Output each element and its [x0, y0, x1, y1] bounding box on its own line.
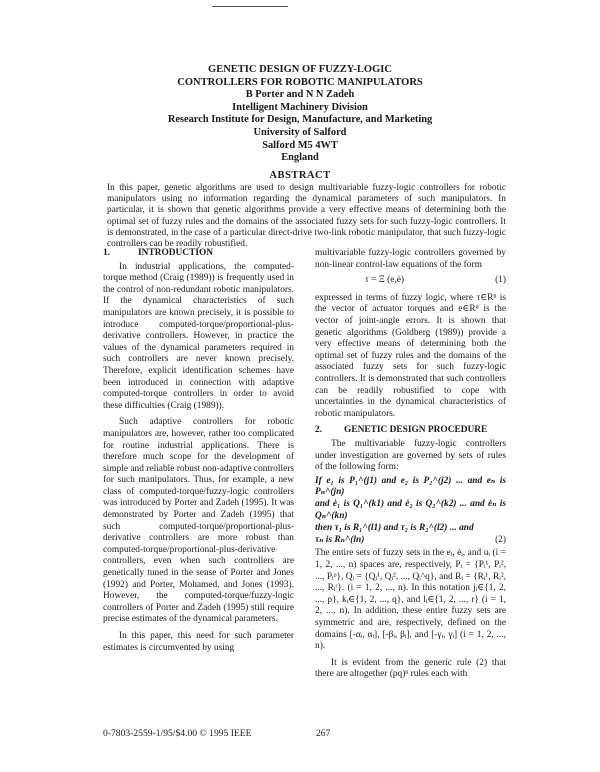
affiliation-university: University of Salford: [253, 126, 347, 138]
title-line-2: CONTROLLERS FOR ROBOTIC MANIPULATORS: [177, 76, 423, 88]
section-1-heading: [103, 248, 294, 260]
left-column: [103, 248, 294, 654]
rule-number: (2): [495, 534, 506, 545]
rule-line-1: If e₁ is P₁^(j1) and e₂ is P₂^(j2) ... and eₙ is Pₙ^(jn): [315, 475, 506, 498]
right-paragraph-5: It is evident from the generic rule (2) that there are altogether (pq)ⁿ rules each with: [315, 657, 506, 680]
paper-header: [40, 64, 560, 165]
affiliation-city: Salford M5 4WT: [262, 139, 338, 151]
section-2-number: 2.: [315, 425, 323, 436]
right-paragraph-1: multivariable fuzzy-logic controllers governed by non-linear control-law equations of the form: [315, 248, 506, 270]
intro-paragraph-1: In industrial applications, the computed-torque method (Craig (1989)) is frequently used in the control of non-redundant robotic manipulators. If the dynamical characteristics of such manipulators are known precisely, it is possible to introduce computed-torque/proportional-plus-derivative controllers. However, in practice the values of the dynamical parameters required in such controllers are never known precisely. Therefore, explicit identification schemes have been introduced in connection with adaptive computed-torque controllers in order to avoid these difficulties (Craig (1989)).: [103, 261, 294, 411]
equation-1-number: (1): [495, 275, 506, 286]
section-2-title: GENETIC DESIGN PROCEDURE: [344, 425, 488, 436]
top-rule: [212, 6, 288, 7]
intro-paragraph-3: In this paper, this need for such parameter estimates is circumvented by using: [103, 631, 294, 653]
title-line-1: GENETIC DESIGN OF FUZZY-LOGIC: [208, 64, 392, 75]
affiliation-institute: Research Institute for Design, Manufacture, and Marketing: [167, 114, 433, 126]
section-1-title: INTRODUCTION: [138, 248, 214, 258]
equation-1-body: τ = Ξ (e,ė): [365, 275, 405, 286]
authors: B Porter and N N Zadeh: [245, 89, 355, 101]
affiliation-division: Intelligent Machinery Division: [232, 101, 368, 113]
page-number: 267: [316, 728, 331, 739]
equation-1: [315, 275, 506, 287]
abstract-text: In this paper, genetic algorithms are used to design multivariable fuzzy-logic controllers for robotic manipulators using no information regarding the dynamical parameters of such manipulators. In particular, it is shown that genetic algorithms provide a very effective means of determining both the optimal set of fuzzy rules and the domains of the associated fuzzy sets for such fuzzy-logic controllers. It is demonstrated, in the case of a particular direct-drive two-link robotic manipulator, that such fuzzy-logic controllers can be readily robustified.: [107, 183, 506, 250]
rule-line-3: then τ₁ is R₁^(l1) and τ₂ is R₂^(l2) ... and: [315, 522, 474, 533]
right-paragraph-3: The multivariable fuzzy-logic controllers under investigation are governed by sets of rules of the following form:: [315, 438, 506, 473]
intro-paragraph-2: Such adaptive controllers for robotic manipulators are, however, rather too complicated for routine industrial applications. There is therefore much scope for the development of simple and reliable robust non-adaptive controllers for such manipulators. Thus, for example, a new class of computed-torque/fuzzy-logic controllers was introduced by Porter and Zadeh (1995). It was demonstrated by Porter and Zadeh (1995) that such computed-torque/proportional-plus-derivative controllers are more robust than computed-torque/proportional-plus-derivative controllers, even when such controllers are genetically tuned in the sense of Porter and Jones (1992) and Porter, Mohamed, and Jones (1993). However, the computed-torque/fuzzy-logic controllers of Porter and Zadeh (1995) still require precise estimates of the dynamical parameters.: [103, 417, 294, 625]
affiliation-country: England: [281, 152, 319, 164]
abstract-heading: ABSTRACT: [269, 170, 331, 181]
section-2-heading: [315, 425, 506, 437]
right-paragraph-2: expressed in terms of fuzzy logic, where τ∈Rⁿ is the vector of actuator torques and e∈Rⁿ is the vector of joint-angle errors. It is shown that genetic algorithms (Goldberg (1989)) provide a very effective means of determining both the optimal set of fuzzy rules and the domains of the associated fuzzy sets for such fuzzy-logic controllers. It is demonstrated that such controllers can be readily robustified to cope with uncertainties in the dynamical characteristics of robotic manipulators.: [315, 292, 506, 419]
copyright-code: 0-7803-2559-1/95/$4.00 © 1995 IEEE: [103, 728, 252, 739]
rule-line-4-row: [315, 535, 506, 547]
right-column: [315, 248, 506, 681]
rule-line-2: and ė₁ is Q₁^(k1) and ė₂ is Q₂^(k2) ... and ėₙ is Qₙ^(kn): [315, 499, 506, 522]
section-1-number: 1.: [103, 248, 111, 258]
fuzzy-rule: [315, 476, 506, 547]
rule-line-4: τₙ is Rₙ^(ln): [315, 534, 365, 545]
right-paragraph-4: The entire sets of fuzzy sets in the eᵢ, ėᵢ, and uᵢ (i = 1, 2, ..., n) spaces are, respectively, Pᵢ = {Pᵢ¹, Pᵢ², ..., Pᵢᵖ}, Qᵢ = {Qᵢ¹, Qᵢ², ..., Qᵢ^q}, and Rᵢ = {Rᵢ¹, Rᵢ², ..., Rᵢʳ}. (i = 1, 2, ..., n). In this notation jᵢ∈{1, 2, ..., p}, kᵢ∈{1, 2, ..., q}, and lᵢ∈{1, 2, ..., r} (i = 1, 2, ..., n). In addition, these entire fuzzy sets are symmetric and are, respectively, defined on the domains [-αᵢ, αᵢ], [-βᵢ, βᵢ], and [-γᵢ, γᵢ] (i = 1, 2, ..., n).: [315, 548, 506, 652]
